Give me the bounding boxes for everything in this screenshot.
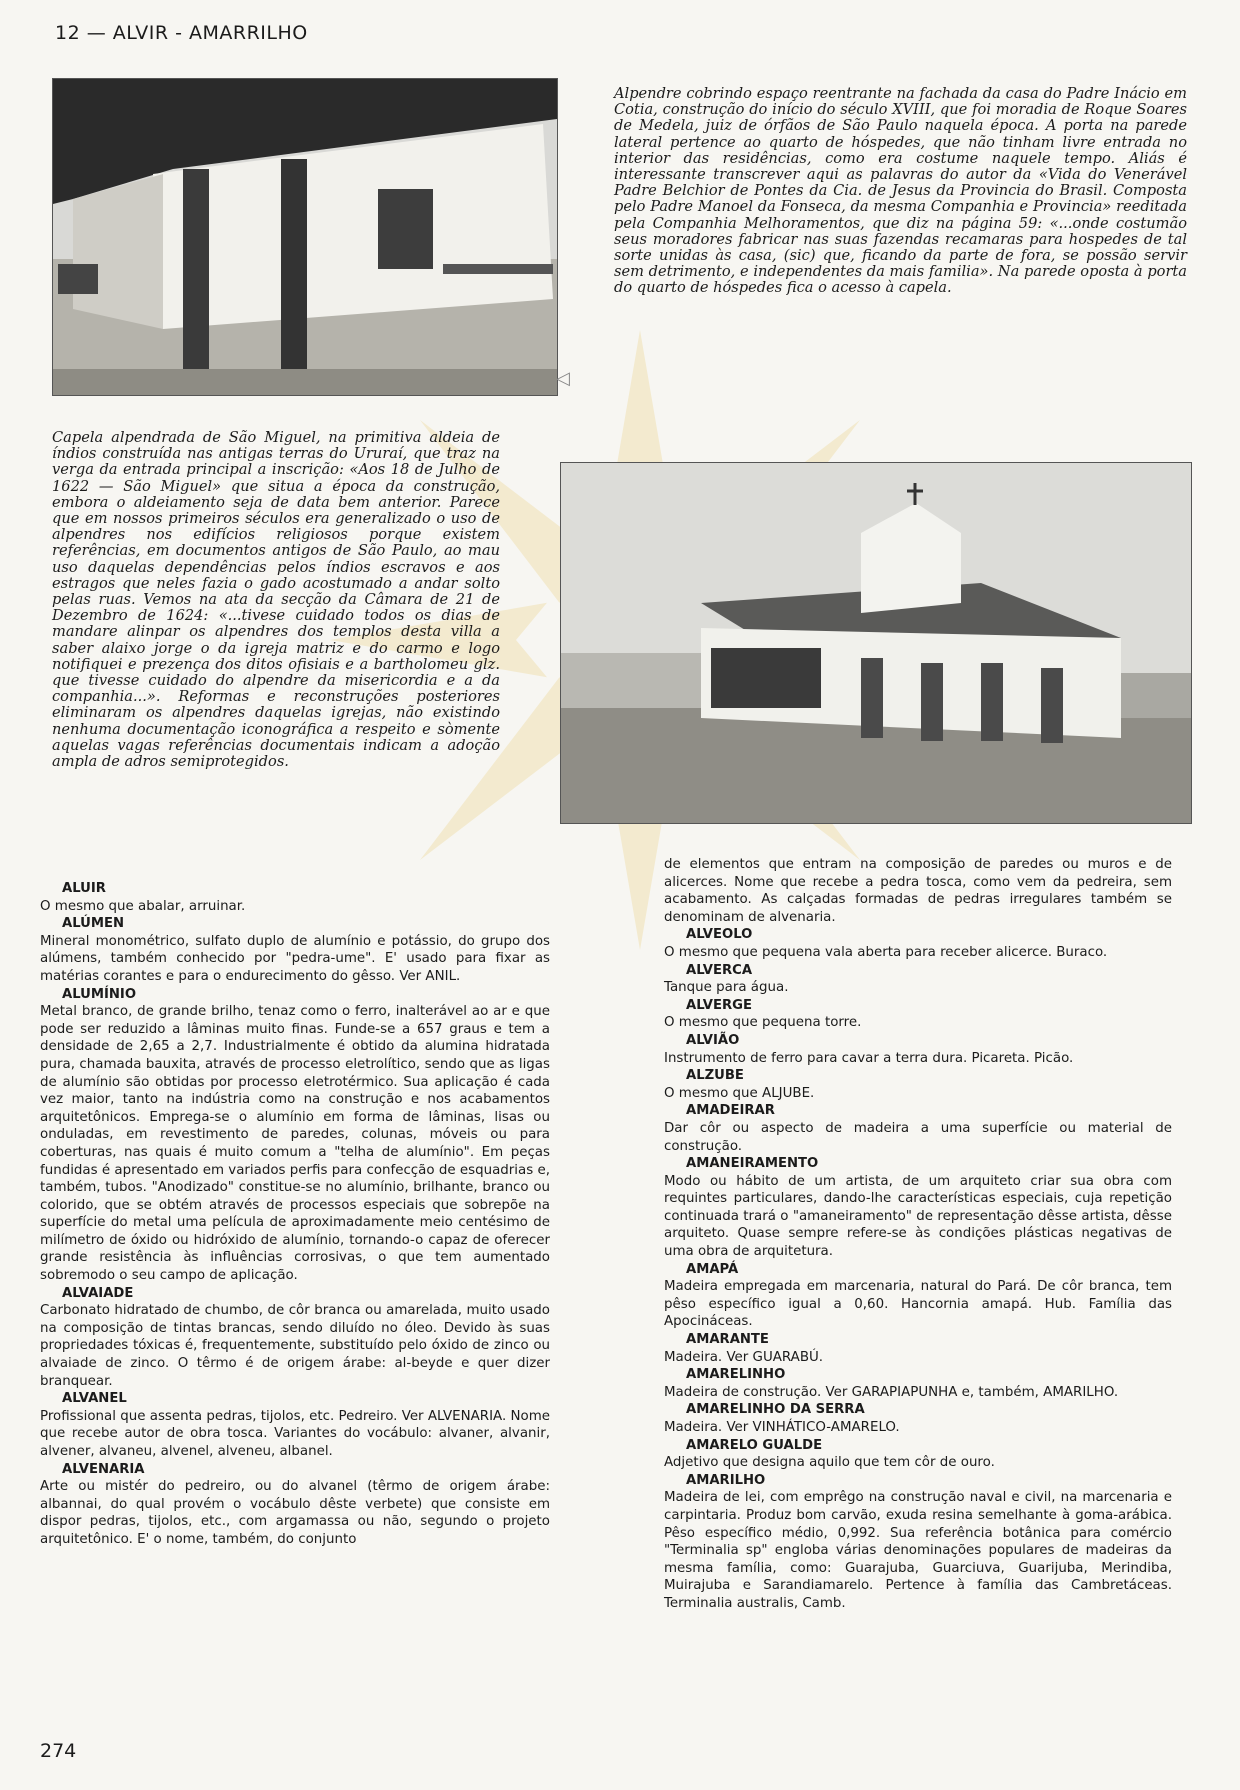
- entry-definition: Adjetivo que designa aquilo que tem côr de ouro.: [664, 1455, 995, 1471]
- entry-term: AMARELO GUALDE: [686, 1437, 823, 1453]
- entry-aluir: [40, 880, 550, 915]
- entry-amarelo-gualde: [664, 1437, 1172, 1472]
- entry-term: ALVERGE: [686, 997, 752, 1013]
- entry-amadeirar: [664, 1102, 1172, 1155]
- entry-alzube: [664, 1067, 1172, 1102]
- entry-definition: Tanque para água.: [664, 980, 789, 996]
- entry-term: ALVANEL: [62, 1391, 127, 1407]
- entry-term: ALUIR: [62, 881, 106, 896]
- entry-term: AMANEIRAMENTO: [686, 1156, 819, 1172]
- entry-alvenaria: [40, 1461, 550, 1549]
- entry-term: ALZUBE: [686, 1068, 744, 1084]
- entry-definition: Instrumento de ferro para cavar a terra dura. Picareta. Picão.: [664, 1050, 1074, 1066]
- house-veranda-photo-icon: [53, 79, 557, 395]
- entry-term: AMARELINHO DA SERRA: [686, 1402, 865, 1418]
- entry-term: AMAPÁ: [686, 1261, 739, 1277]
- entry-amarelinho-da-serra: [664, 1401, 1172, 1436]
- entry-aluminio: [40, 986, 550, 1285]
- entry-alvaiade: [40, 1285, 550, 1391]
- entry-definition: O mesmo que ALJUBE.: [664, 1085, 815, 1101]
- entry-term: AMARILHO: [686, 1472, 766, 1488]
- entry-definition: Madeira. Ver VINHÁTICO-AMARELO.: [664, 1420, 900, 1435]
- entry-term: ALVEOLO: [686, 927, 753, 943]
- left-entries-column: [40, 880, 550, 1549]
- page-header: 12 — ALVIR - AMARRILHO: [55, 22, 308, 44]
- caption-pointer-icon: ◁: [556, 368, 570, 389]
- entry-definition: Modo ou hábito de um artista, de um arquiteto criar sua obra com requintes particulares, dando-lhe características especiais, cuja repetição continuada trará o "amaneiramento" de representação dêsse artista, dêsse arquiteto. Quase sempre refere-se às condições plásticas negativas de uma obra de arquitetura.: [664, 1173, 1172, 1260]
- entry-term: ALVENARIA: [62, 1461, 145, 1477]
- entry-term: ALVAIADE: [62, 1285, 134, 1301]
- entry-definition: Mineral monométrico, sulfato duplo de alumínio e potássio, do grupo dos alúmens, também conhecido por "pedra-ume". E' usado para fixar as matérias corantes e para o endurecimento do gêsso. Ver ANIL.: [40, 933, 550, 984]
- entry-definition: O mesmo que abalar, arruinar.: [40, 898, 246, 914]
- entry-amarante: [664, 1331, 1172, 1366]
- entry-term: ALÚMEN: [62, 916, 125, 932]
- page-number: 274: [40, 1740, 77, 1762]
- alvenaria-continuation: de elementos que entram na composição de paredes ou muros e de alicerces. Nome que recebe a pedra tosca, como vem da pedreira, sem acabamento. As calçadas formadas de pedras irregulares também se denominam de alvenaria.: [664, 857, 1172, 925]
- chapel-caption: Capela alpendrada de São Miguel, na primitiva aldeia de índios construída nas antigas terras do Ururaí, que traz na verga da entrada principal a inscrição: «Aos 18 de Julho de 1622 — São Miguel» que situa a época da construção, embora o aldeiamento seja de data bem anterior. Parece que em nossos primeiros séculos era generalizado o uso de alpendres nos edifícios religiosos porque existem referências, em documentos antigos de São Paulo, ao mau uso daquelas dependências pelos índios escravos e aos estragos que neles fazia o gado acostumado a andar solto pelas ruas. Vemos na ata da secção da Câmara de 21 de Dezembro de 1624: «...tivese cuidado todos os dias de mandare alinpar os alpendres dos templos desta villa a saber alaixo jorge o da igreja matriz e do carmo e logo notifiquei e prezença dos ditos ofisiais e a bartholomeu glz. que tivesse cuidado do alpendre da misericordia e a da companhia...». Reformas e reconstruções posteriores eliminaram os alpendres daquelas igrejas, não existindo nenhuma documentação iconográfica a respeito e sòmente aquelas vagas referências documentais indicam a adoção ampla de adros semiprotegidos.: [52, 429, 500, 771]
- entry-alveolo: [664, 926, 1172, 961]
- entry-term: ALVERCA: [686, 962, 753, 978]
- entry-definition: Madeira de construção. Ver GARAPIAPUNHA e, também, AMARILHO.: [664, 1384, 1119, 1400]
- entry-amaneiramento: [664, 1155, 1172, 1261]
- entry-definition: Profissional que assenta pedras, tijolos, etc. Pedreiro. Ver ALVENARIA. Nome que recebe autor de obra tosca. Variantes do vocábulo: alvaner, alvanir, alvener, alvaneu, alvenel, alveneu, albanel.: [40, 1408, 550, 1459]
- entry-term: AMARANTE: [686, 1332, 769, 1348]
- entry-alverca: [664, 962, 1172, 997]
- entry-alumen: [40, 915, 550, 985]
- right-entries-column: [664, 856, 1172, 1613]
- chapel-photo: [560, 462, 1192, 824]
- entry-definition: Madeira de lei, com emprêgo na construção naval e civil, na marcenaria e carpintaria. Produz bom carvão, exuda resina semelhante à goma-arábica. Pêso específico médio, 0,992. Sua referência botânica para comércio "Terminalia sp" engloba várias denominações populares de madeiras da mesma família, como: Guarajuba, Guarciuva, Guarijuba, Merindiba, Muirajuba e Sarandiamarelo. Pertence à família das Cambretáceas. Terminalia australis, Camb.: [664, 1490, 1172, 1611]
- entry-amarilho: [664, 1472, 1172, 1613]
- entry-definition: Carbonato hidratado de chumbo, de côr branca ou amarelada, muito usado na composição de tintas brancas, sendo diluído no óleo. Devido às suas propriedades tóxicas é, frequentemente, substituído pelo óxido de zinco ou alvaiade de zinco. O têrmo é de origem árabe: al-beyde e quer dizer branquear.: [40, 1303, 550, 1389]
- entry-definition: Metal branco, de grande brilho, tenaz como o ferro, inalterável ao ar e que pode ser reduzido a lâminas muito finas. Funde-se a 657 graus e tem a densidade de 2,65 a 2,7. Industrialmente é obtido da alumina hidratada pura, chamada bauxita, através de processo eletrolítico, sendo que as ligas de alumínio são obtidas por processo eletrotérmico. Sua aplicação é cada vez maior, tanto na indústria como na construção e nos acabamentos arquitetônicos. Emprega-se o alumínio em forma de lâminas, lisas ou onduladas, em revestimento de paredes, colunas, móveis ou para coberturas, nas quais é muito comum a "telha de alumínio". Em peças fundidas é apresentado em variados perfis para confecção de esquadrias e, também, tubos. "Anodizado" constitue-se no alumínio, brilhante, branco ou colorido, que se obtém através de processos especiais que sobrepõe na superfície do metal uma película de aproximadamente meio centésimo de milímetro de óxido ou hidróxido de alumínio, tornando-o capaz de oferecer grande resistência às influências corrosivas, o que tem aumentado sobremodo o seu campo de aplicação.: [40, 1004, 550, 1284]
- entry-alverge: [664, 997, 1172, 1032]
- entry-amapa: [664, 1261, 1172, 1331]
- entry-definition: Madeira. Ver GUARABÚ.: [664, 1349, 824, 1365]
- entry-amarelinho: [664, 1366, 1172, 1401]
- entry-definition: Arte ou mistér do pedreiro, ou do alvanel (têrmo de origem árabe: albannai, do qual provém o vocábulo dêste verbete) que consiste em dispor pedras, tijolos, etc., com argamassa ou não, segundo o projeto arquitetônico. E' o nome, também, do conjunto: [40, 1479, 550, 1547]
- entry-definition: Dar côr ou aspecto de madeira a uma superfície ou material de construção.: [664, 1120, 1172, 1154]
- entry-alvanel: [40, 1390, 550, 1460]
- entry-term: AMADEIRAR: [686, 1103, 775, 1119]
- entry-term: ALVIÃO: [686, 1032, 740, 1048]
- house-veranda-caption: Alpendre cobrindo espaço reentrante na fachada da casa do Padre Inácio em Cotia, construção do início do século XVIII, que foi moradia de Roque Soares de Medela, juiz de órfãos de São Paulo naquela época. A porta na parede lateral pertence ao quarto de hóspedes, que não tinham livre entrada no interior das residências, como era costume naquele tempo. Aliás é interessante transcrever aqui as palavras do autor da «Vida do Venerável Padre Belchior de Pontes da Cia. de Jesus da Provincia do Brasil. Composta pelo Padre Manoel da Fonseca, da mesma Companhia e Provincia» reeditada pela Companhia Melhoramentos, que diz na página 59: «...onde costumão seus moradores fabricar nas suas fazendas recamaras para hospedes de tal sorte unidas às casa, (sic) que, ficando da parte de fora, se possão servir sem detrimento, e independentes da mais familia». Na parede oposta à porta do quarto de hóspedes fica o acesso à capela.: [614, 85, 1187, 297]
- chapel-photo-icon: [561, 463, 1191, 823]
- entry-alviao: [664, 1032, 1172, 1067]
- entry-definition: O mesmo que pequena torre.: [664, 1015, 862, 1031]
- house-veranda-photo: [52, 78, 558, 396]
- entry-definition: O mesmo que pequena vala aberta para receber alicerce. Buraco.: [664, 944, 1108, 960]
- entry-term: AMARELINHO: [686, 1367, 786, 1383]
- entry-definition: Madeira empregada em marcenaria, natural do Pará. De côr branca, tem pêso específico igual a 0,60. Hancornia amapá. Hub. Família das Apocináceas.: [664, 1279, 1172, 1330]
- entry-term: ALUMÍNIO: [62, 986, 137, 1002]
